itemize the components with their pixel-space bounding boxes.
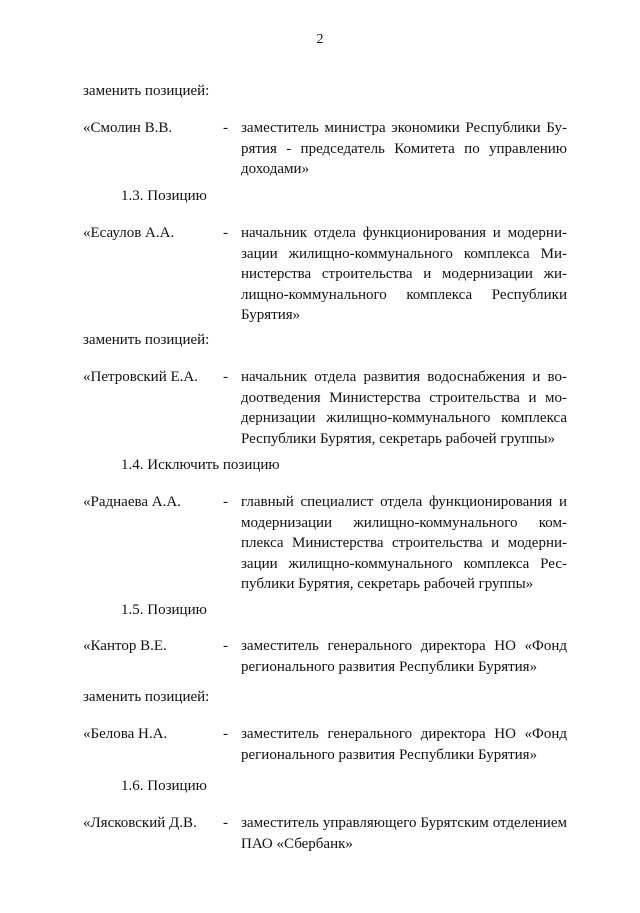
replace-with-heading-1: заменить позицией: (83, 83, 210, 99)
entry-dash: - (223, 369, 228, 385)
entry-name: «Белова Н.А. (83, 726, 168, 742)
entry-name: «Есаулов А.А. (83, 225, 175, 241)
entry-description: главный специалист отдела функционирования и модернизации жилищно-коммунального комплекса Министерства строительства и модернизации жилищно-коммунального комплекса Республики Бурятия, секретарь рабочей группы» (241, 494, 567, 592)
entry-belova (83, 724, 567, 824)
entry-dash: - (223, 726, 228, 742)
entry-name: «Кантор В.Е. (83, 638, 167, 654)
clause-1-5: 1.5. Позицию (121, 602, 207, 618)
entry-dash: - (223, 815, 228, 831)
replace-with-heading-3: заменить позицией: (83, 689, 210, 705)
entry-lyaskovsky (83, 813, 567, 913)
entry-dash: - (223, 638, 228, 654)
clause-1-4: 1.4. Исключить позицию (121, 457, 280, 473)
entry-description: заместитель управляющего Бурятским отделением ПАО «Сбербанк» (241, 815, 567, 852)
entry-kantor (83, 636, 567, 736)
entry-dash: - (223, 120, 228, 136)
clause-1-6: 1.6. Позицию (121, 778, 207, 794)
entry-dash: - (223, 225, 228, 241)
entry-esaulov (83, 223, 567, 323)
entry-description: заместитель министра экономики Республики Бурятия - председатель Комитета по управлению доходами» (241, 120, 567, 177)
entry-description: начальник отдела развития водоснабжения и водоотведения Министерства строительства и модернизации жилищно-коммунального комплекса Республики Бурятия, секретарь рабочей группы» (241, 369, 567, 447)
entry-description: начальник отдела функционирования и модернизации жилищно-коммунального комплекса Министерства строительства и модернизации жилищно-коммунального комплекса Республики Бурятия» (241, 225, 567, 323)
replace-with-heading-2: заменить позицией: (83, 332, 210, 348)
entry-description: заместитель генерального директора НО «Фонд регионального развития Республики Бурятия» (241, 638, 567, 675)
entry-name: «Петровский Е.А. (83, 369, 198, 385)
entry-petrovsky (83, 367, 567, 467)
entry-radnaeva (83, 492, 567, 592)
entry-name: «Смолин В.В. (83, 120, 173, 136)
entry-description: заместитель генерального директора НО «Фонд регионального развития Республики Бурятия» (241, 726, 567, 763)
entry-dash: - (223, 494, 228, 510)
page-number: 2 (316, 32, 324, 47)
entry-name: «Лясковский Д.В. (83, 815, 197, 831)
clause-1-3: 1.3. Позицию (121, 188, 207, 204)
entry-name: «Раднаева А.А. (83, 494, 181, 510)
